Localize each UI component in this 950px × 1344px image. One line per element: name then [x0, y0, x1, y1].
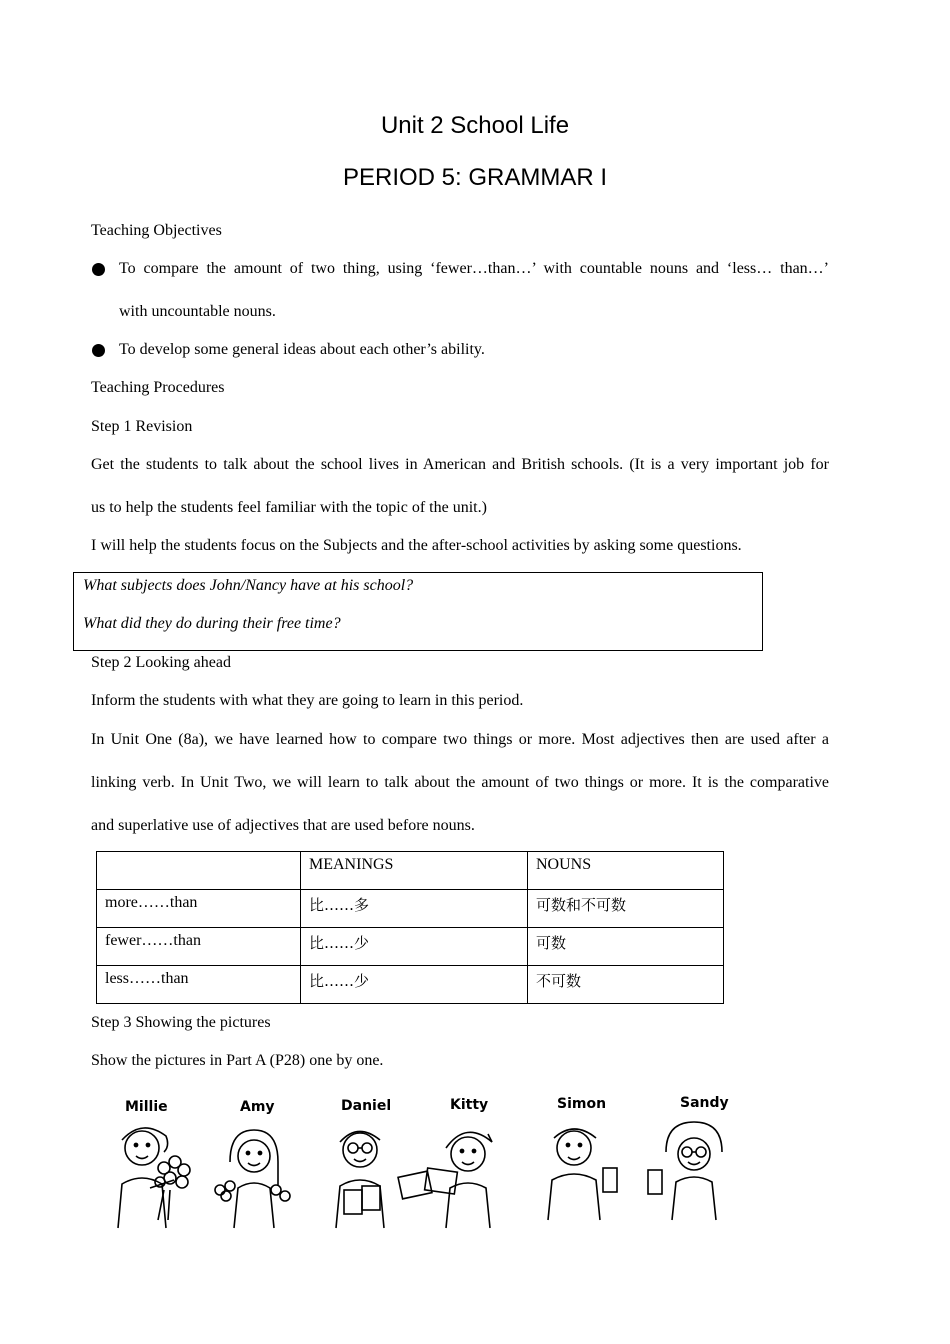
table-cell: 比……少	[301, 928, 528, 966]
picture-name-label: Sandy	[680, 1095, 729, 1111]
objective-2: To develop some general ideas about each other’s ability.	[119, 341, 485, 358]
picture-name-label: Kitty	[450, 1097, 489, 1113]
question-1: What subjects does John/Nancy have at his school?	[83, 577, 414, 594]
children-illustration	[100, 1090, 725, 1230]
picture-name-label: Simon	[557, 1096, 607, 1112]
part-a-pictures	[100, 1090, 729, 1230]
step1-para1-line2: us to help the students feel familiar with the topic of the unit.)	[91, 499, 487, 516]
daniel-figure	[336, 1131, 384, 1228]
table-row	[97, 928, 724, 966]
step1-para1-line1: Get the students to talk about the school lives in American and British schools. (It is a very important job for	[91, 456, 829, 473]
table-cell: 不可数	[528, 966, 724, 1004]
flowers-icon	[155, 1156, 190, 1220]
step2-para2-line3: and superlative use of adjectives that are used before nouns.	[91, 817, 475, 834]
table-cell: 比……少	[301, 966, 528, 1004]
table-cell: 可数	[528, 928, 724, 966]
table-header-row	[97, 852, 724, 890]
step3-para1: Show the pictures in Part A (P28) one by one.	[91, 1052, 384, 1069]
objective-1-line2: with uncountable nouns.	[119, 303, 276, 320]
picture-name-label: Amy	[240, 1099, 275, 1115]
step1-heading: Step 1 Revision	[91, 418, 193, 435]
table-row	[97, 966, 724, 1004]
table-header-cell: NOUNS	[528, 852, 724, 890]
table-cell: 比……多	[301, 890, 528, 928]
step1-para2: I will help the students focus on the Subjects and the after-school activities by asking some questions.	[91, 537, 742, 554]
objectives-heading: Teaching Objectives	[91, 222, 222, 239]
table-cell: more……than	[97, 890, 301, 928]
period-title: PERIOD 5: GRAMMAR I	[342, 164, 608, 191]
unit-title: Unit 2 School Life	[380, 112, 570, 139]
questions-box	[73, 572, 763, 651]
bullet-icon	[92, 263, 105, 276]
amy-figure	[230, 1130, 278, 1228]
picture-name-label: Millie	[125, 1099, 168, 1115]
table-row	[97, 890, 724, 928]
table-header-cell	[97, 852, 301, 890]
step2-para2-line2: linking verb. In Unit Two, we will learn to talk about the amount of two things or more. It is the comparative	[91, 774, 829, 791]
question-2: What did they do during their free time?	[83, 615, 341, 632]
step3-heading: Step 3 Showing the pictures	[91, 1014, 271, 1031]
simon-figure	[548, 1129, 617, 1220]
picture-name-label: Daniel	[341, 1098, 392, 1114]
table-cell: less……than	[97, 966, 301, 1004]
sandy-figure	[648, 1122, 722, 1220]
kitty-figure	[398, 1132, 492, 1228]
step2-para2-line1: In Unit One (8a), we have learned how to compare two things or more. Most adjectives then are used after a	[91, 731, 829, 748]
comparison-table	[96, 851, 724, 1004]
table-cell: 可数和不可数	[528, 890, 724, 928]
bullet-icon	[92, 344, 105, 357]
table-cell: fewer……than	[97, 928, 301, 966]
objective-1-line1: To compare the amount of two thing, using ‘fewer…than…’ with countable nouns and ‘less… than…’	[119, 260, 829, 277]
procedures-heading: Teaching Procedures	[91, 379, 225, 396]
millie-figure	[118, 1128, 174, 1228]
step2-heading: Step 2 Looking ahead	[91, 654, 231, 671]
table-header-cell: MEANINGS	[301, 852, 528, 890]
step2-para1: Inform the students with what they are going to learn in this period.	[91, 692, 524, 709]
